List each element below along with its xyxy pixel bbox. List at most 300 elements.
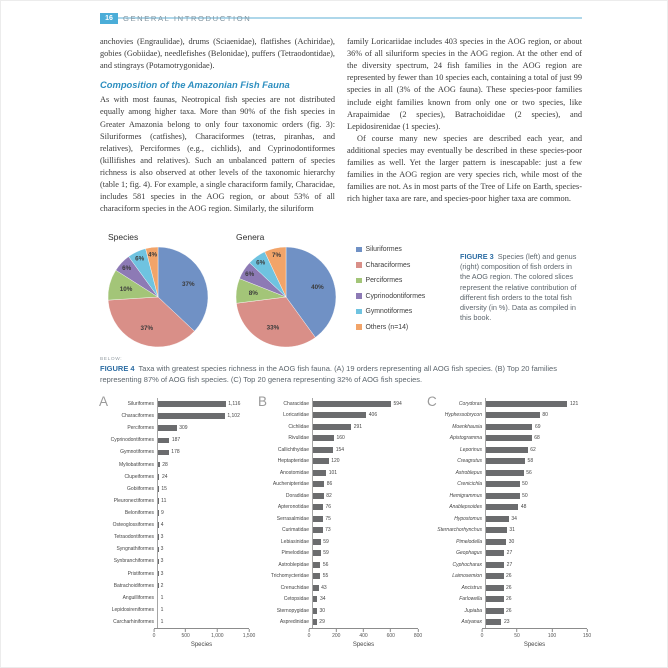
bar-value-label: 3 [160, 558, 164, 565]
bar-track [312, 467, 418, 479]
panel-letter-a: A [99, 394, 109, 409]
bar-value-label: 56 [322, 561, 329, 568]
bar-row [97, 616, 249, 628]
bar-row [97, 604, 249, 616]
bar-track [157, 398, 249, 410]
bar-category-label: Serrasalmidae [276, 515, 309, 522]
bar-track [485, 490, 587, 502]
bar [486, 493, 520, 499]
bar-row [425, 582, 587, 594]
bar [486, 424, 532, 430]
bar-category-label: Crenicichla [457, 481, 482, 488]
bar-value-label: 75 [325, 515, 331, 522]
bar-track [312, 513, 418, 525]
bar-value-label: 1,116 [228, 401, 241, 408]
bar-value-label: 76 [325, 504, 332, 511]
paragraph: Of course many new species are described each year, and additional species may eventually be described in these species-poor families as well. Yet the larger pattern is inescapable: just a few families in the AOG region are very species rich, while most of the families are not. As in most parts of the Tree of Life on Earth, species-rich higher taxa are rare, and species-poor higher taxa are common. [347, 133, 582, 204]
axis-tick [514, 629, 520, 639]
bar-chart-families [256, 394, 423, 648]
axis-tick-mark [309, 629, 310, 632]
bar-row [256, 479, 418, 491]
pie-chart-svg [234, 245, 338, 349]
bar [158, 462, 160, 468]
axis-tick-mark [551, 629, 552, 632]
bar-row [425, 479, 587, 491]
bar-track [157, 495, 249, 507]
body-columns [100, 36, 582, 215]
bar-value-label: 3 [160, 546, 164, 553]
bar-track [157, 592, 249, 604]
bar-value-label: 73 [325, 527, 331, 534]
bar-row [425, 525, 587, 537]
bar-row [97, 398, 249, 410]
axis-tick-label: 50 [514, 632, 520, 639]
bar-row [256, 410, 418, 422]
bar-category-label: Anguilliformes [122, 594, 154, 601]
species-pie-chart [106, 245, 210, 349]
paragraph-continuation: anchovies (Engraulidae), drums (Sciaenidae), flatfishes (Achiridae), gobies (Gobiidae), needlefishes (Belonidae), puffers (Tetraodontidae), and stingrays (Potamotrygonidae). [100, 37, 335, 71]
bar-category-label: Crenuchidae [280, 584, 309, 591]
legend-item [356, 246, 450, 253]
bar [486, 608, 504, 614]
bar-category-label: Cyphocharax [452, 561, 482, 568]
bar-row [425, 605, 587, 617]
axis-tick-label: 800 [413, 632, 423, 639]
bar-row [425, 456, 587, 468]
bar [486, 516, 509, 522]
bar-row [97, 410, 249, 422]
axis-tick-label: 200 [332, 632, 341, 639]
bar-row [256, 559, 418, 571]
bar-value-label: 62 [530, 446, 536, 453]
bar-row [425, 548, 587, 560]
bar-value-label: 26 [506, 573, 512, 580]
bar-value-label: 27 [506, 561, 513, 568]
bar [158, 486, 159, 492]
axis-tick-mark [516, 629, 517, 632]
bar-track [312, 490, 418, 502]
pie-percent-label: 37% [181, 281, 195, 289]
legend-label: Characiformes [365, 261, 411, 269]
bar-category-label: Jupiaba [464, 607, 482, 614]
bar [486, 562, 504, 568]
bar-track [312, 548, 418, 560]
bar-track [157, 616, 249, 628]
bar [313, 550, 321, 556]
pie-legend [356, 232, 450, 349]
bar-track [312, 421, 418, 433]
bar-category-label: Lepidosireniformes [111, 606, 154, 613]
legend-swatch [356, 293, 362, 299]
figure4-caption [100, 357, 582, 386]
bar-value-label: 4 [160, 522, 164, 529]
bar [486, 585, 504, 591]
axis-tick-label: 0 [307, 632, 311, 639]
bar-track [485, 398, 587, 410]
bar-row [256, 421, 418, 433]
bar-value-label: 43 [321, 584, 327, 591]
bar [313, 539, 321, 545]
bar [158, 474, 159, 480]
axis-tick [153, 629, 156, 639]
bar-track [485, 548, 587, 560]
legend-item [356, 277, 450, 284]
bar-category-label: Leporinus [460, 446, 482, 453]
bar-track [485, 433, 587, 445]
bar-track [157, 531, 249, 543]
genera-pie-block [228, 232, 346, 349]
pie-percent-label: 40% [311, 284, 324, 291]
section-heading: Composition of the Amazonian Fish Fauna [100, 79, 290, 91]
bar [486, 412, 540, 418]
pie-title-genera: Genera [236, 232, 265, 242]
axis-tick [181, 629, 189, 639]
bar-value-label: 31 [509, 527, 515, 534]
axis-tick-mark [363, 629, 364, 632]
bar-value-label: 34 [319, 596, 326, 603]
bar-track [312, 536, 418, 548]
legend-swatch [356, 262, 362, 268]
bar-row [256, 571, 418, 583]
bar-category-label: Pimelodidae [281, 550, 309, 557]
bar-track [485, 467, 587, 479]
bar-category-label: Apistogramma [449, 435, 482, 442]
bar-track [485, 502, 587, 514]
bar-track [485, 559, 587, 571]
bar-track [312, 456, 418, 468]
bar-row [256, 444, 418, 456]
bar-category-label: Gobiiformes [127, 485, 154, 492]
left-column [100, 36, 335, 215]
bar-row [425, 433, 587, 445]
bar-category-label: Syngnathiformes [116, 546, 154, 553]
x-axis-label: Species [352, 642, 375, 648]
bar-category-label: Characidae [283, 400, 309, 407]
bar-track [157, 483, 249, 495]
x-axis-label: Species [523, 642, 546, 648]
panel-letter-b: B [258, 394, 268, 409]
bar [486, 596, 504, 602]
bar-category-label: Sternarchorhynchus [437, 527, 482, 534]
bar-value-label: 55 [322, 573, 329, 580]
page-header [100, 13, 582, 29]
bar-row [256, 525, 418, 537]
legend-swatch [356, 247, 362, 253]
bar [313, 435, 334, 441]
bar-track [157, 434, 249, 446]
bar-track [312, 502, 418, 514]
bar-row [97, 519, 249, 531]
paragraph-continuation: family Loricariidae includes 403 species in the AOG region, or about 36% of all siluriform species in the AOG region. At the other end of the diversity spectrum, 24 fish families in the AOG region are represented by fewer than 10 species each, containing a total of just 99 species in all (3% of the AOG fauna). These species-poor families include eight families known from only one or two species, like Arapaimidae (2 species), Batrachoididae (2 species), and Lepidosirenidae (1 species). [347, 37, 582, 131]
bar-category-label: Beloniformes [124, 510, 154, 517]
axis-tick-label: 0 [152, 632, 156, 639]
axis-tick-mark [390, 629, 391, 632]
figure3-label: FIGURE 3 [460, 252, 494, 261]
bar-track [157, 543, 249, 555]
axis-tick-label: 1,000 [211, 632, 224, 639]
bar-category-label: Hypostomus [454, 515, 482, 522]
bar-row [425, 490, 587, 502]
bar-row [97, 555, 249, 567]
legend-swatch [356, 278, 362, 284]
bar-chart-genera [425, 394, 592, 648]
bar-row [97, 471, 249, 483]
bar-category-label: Batrachoidiformes [113, 582, 154, 589]
bar-row [97, 483, 249, 495]
x-axis [307, 628, 423, 640]
bar [313, 481, 324, 487]
bar-track [312, 559, 418, 571]
bar [486, 447, 528, 453]
bar-value-label: 594 [393, 400, 402, 407]
pie-percent-label: 7% [272, 252, 282, 260]
bar-value-label: 86 [326, 481, 333, 488]
bar-category-label: Farlowella [459, 596, 482, 603]
bar-category-label: Rivulidae [288, 435, 309, 442]
axis-tick-label: 150 [582, 632, 592, 639]
bar-category-label: Loricariidae [283, 412, 309, 419]
bar-value-label: 30 [508, 538, 515, 545]
axis-tick-label: 1,500 [242, 632, 256, 639]
bar [158, 510, 159, 516]
bar-value-label: 3 [160, 534, 164, 541]
bar-category-label: Apteronotidae [277, 504, 309, 511]
bar-track [157, 507, 249, 519]
bar-row [256, 605, 418, 617]
bar [486, 458, 525, 464]
bar-track [485, 479, 587, 491]
bar-row [256, 398, 418, 410]
bar-track [485, 582, 587, 594]
bar-category-label: Siluriformes [127, 401, 154, 408]
bar-track [157, 604, 249, 616]
bar-track [312, 444, 418, 456]
bar-row [256, 513, 418, 525]
bar-track [312, 398, 418, 410]
axis-tick [332, 629, 340, 639]
bar [313, 573, 320, 579]
bar-category-label: Synbranchiformes [113, 558, 154, 565]
figure4-caption-text: Taxa with greatest species richness in the AOG fish fauna. (A) 19 orders representing all AOG fish species. (B) Top 20 families representing 87% of AOG fish species. (C) Top 20 genera representing 32% of AOG fish species. [100, 364, 557, 385]
pie-percent-label: 8% [248, 290, 258, 298]
bar-track [157, 519, 249, 531]
bar-track [485, 421, 587, 433]
bar-category-label: Heptapteridae [277, 458, 309, 465]
bar-category-label: Creagrutus [457, 458, 482, 465]
legend-label: Siluriformes [365, 246, 402, 253]
bar-value-label: 15 [161, 485, 167, 492]
axis-tick-mark [217, 629, 218, 632]
pie-percent-label: 6% [256, 259, 266, 267]
bar-track [157, 471, 249, 483]
figure4-charts [97, 394, 592, 649]
bar-category-label: Cichlidae [288, 423, 309, 430]
bar-track [485, 513, 587, 525]
legend-item [356, 293, 450, 300]
running-head: GENERAL INTRODUCTION [123, 14, 252, 23]
axis-tick [583, 629, 591, 639]
bar-track [485, 617, 587, 629]
genera-pie-chart [234, 245, 338, 349]
bar-row [256, 433, 418, 445]
figure3-caption [460, 232, 582, 349]
bar-row [425, 513, 587, 525]
axis-tick-mark [248, 629, 249, 632]
axis-tick [387, 629, 395, 639]
pie-percent-label: 4% [148, 251, 158, 259]
bar-value-label: 1,102 [227, 413, 240, 420]
axis-tick-label: 600 [386, 632, 395, 639]
bar-value-label: 2 [160, 582, 164, 589]
bar-row [97, 434, 249, 446]
panel-letter-c: C [427, 394, 437, 409]
bar-value-label: 48 [520, 504, 527, 511]
bar-category-label: Lebiasinidae [280, 538, 309, 545]
bar-row [256, 582, 418, 594]
bar-row [97, 580, 249, 592]
bar-value-label: 160 [336, 435, 345, 442]
bar-value-label: 26 [506, 584, 512, 591]
axis-tick-label: 400 [359, 632, 368, 639]
bar-row [256, 502, 418, 514]
bar-row [97, 422, 249, 434]
bar-value-label: 1 [160, 619, 164, 626]
bar-track [485, 594, 587, 606]
bar-track [157, 410, 249, 422]
bar-value-label: 24 [161, 473, 168, 480]
bar-value-label: 121 [569, 400, 579, 407]
bar-track [312, 605, 418, 617]
bar-row [97, 446, 249, 458]
axis-tick-mark [482, 629, 483, 632]
bar-track [312, 479, 418, 491]
bar-value-label: 309 [179, 425, 188, 432]
bar-value-label: 406 [368, 412, 378, 419]
bar-category-label: Anablepsoides [449, 504, 482, 511]
legend-label: Cyprinodontiformes [365, 292, 426, 300]
axis-tick [359, 629, 367, 639]
pie-percent-label: 33% [266, 324, 280, 332]
bar-category-label: Ancistrus [461, 584, 482, 591]
bar-category-label: Hemigrammus [449, 492, 482, 499]
bar-row [97, 568, 249, 580]
bar-track [312, 582, 418, 594]
bar-row [97, 592, 249, 604]
bar-row [425, 617, 587, 629]
pie-percent-label: 6% [122, 264, 132, 272]
figure4-caption-line [100, 363, 582, 386]
bar-category-label: Laimosemion [452, 573, 482, 580]
bar [313, 562, 320, 568]
axis-tick [211, 629, 224, 639]
x-axis [480, 628, 592, 640]
legend-item [356, 308, 450, 315]
bar [313, 619, 317, 625]
bar-value-label: 187 [171, 437, 181, 444]
bar [486, 550, 504, 556]
axis-tick [548, 629, 556, 639]
bar-value-label: 34 [511, 515, 517, 522]
bar-value-label: 291 [353, 423, 363, 430]
axis-tick [481, 629, 484, 639]
bar [158, 438, 169, 444]
bar-row [425, 559, 587, 571]
legend-label: Gymnotiformes [365, 308, 413, 315]
bar [158, 498, 159, 504]
bar-value-label: 11 [161, 497, 167, 504]
axis-tick [308, 629, 311, 639]
bar-value-label: 50 [522, 492, 528, 499]
bar-category-label: Corydoras [458, 400, 482, 407]
bar-row [97, 507, 249, 519]
paragraph: As with most faunas, Neotropical fish species are not distributed equally among higher taxa. More than 90% of the fish species in Greater Amazonia belong to only four taxonomic orders (fig. 3): Siluriformes (catfishes), Characiformes (tetras, piranhas, and relatives), Perciformes (e.g., cichlids), and Cyprinodontiformes (killifishes and relatives). Such an unbalanced pattern of species richness is also observed at other levels of the taxonomic hierarchy (table 1; fig. 4). For example, a single characiform family, Characidae, includes 581 species in the AOG region, or about 53% of all characiform species in the AOG region. Similarly, the siluriform [100, 95, 335, 214]
bar-track [485, 605, 587, 617]
bar-track [157, 580, 249, 592]
page-number-badge: 16 [100, 13, 118, 24]
bar-category-label: Tetraodontiformes [113, 534, 154, 541]
bar-track [485, 571, 587, 583]
bar-row [256, 536, 418, 548]
bar [313, 527, 323, 533]
bar [158, 450, 169, 456]
bar-category-label: Hyphessobrycon [444, 412, 482, 419]
bar-value-label: 1 [160, 594, 164, 601]
bar-category-label: Pimelodella [456, 538, 482, 545]
bar-row [97, 543, 249, 555]
pie-percent-label: 6% [135, 255, 145, 263]
figure3-caption-text: Species (left) and genus (right) composition of fish orders in the AOG region. The colored slices represent the relative contribution of different fish orders to the total fish diversity (in %). Data as compiled in this book. [460, 252, 577, 323]
bar-category-label: Pristiformes [127, 570, 154, 577]
bar-value-label: 1 [160, 606, 164, 613]
bar-track [312, 410, 418, 422]
bar-row [425, 502, 587, 514]
bar-chart-orders [97, 394, 256, 649]
bar-track [312, 525, 418, 537]
axis-tick-mark [336, 629, 337, 632]
legend-label: Perciformes [365, 277, 403, 284]
bar [158, 425, 177, 431]
species-pie-block [100, 232, 218, 349]
bar-value-label: 26 [506, 607, 512, 614]
figure4-label: FIGURE 4 [100, 364, 135, 373]
axis-tick-label: 500 [181, 632, 190, 639]
bar-row [256, 490, 418, 502]
bar [486, 435, 532, 441]
bar-track [485, 525, 587, 537]
bar-value-label: 29 [319, 619, 325, 626]
bar [158, 413, 225, 419]
bar [313, 458, 329, 464]
bar-value-label: 3 [160, 570, 164, 577]
axis-tick-mark [418, 629, 419, 632]
pie-title-species: Species [108, 232, 139, 242]
bar-value-label: 30 [319, 607, 325, 614]
bar [313, 504, 323, 510]
bar [313, 596, 317, 602]
bar-row [97, 459, 249, 471]
bar-row [256, 467, 418, 479]
axis-tick-mark [185, 629, 186, 632]
bar-value-label: 178 [171, 449, 180, 456]
bar-value-label: 101 [328, 469, 338, 476]
legend-swatch [356, 309, 362, 315]
bar-value-label: 69 [534, 423, 541, 430]
bar-row [425, 467, 587, 479]
pie-chart-svg [106, 245, 210, 349]
bar-track [312, 617, 418, 629]
bar-category-label: Auchenipteridae [272, 481, 309, 488]
x-axis [152, 628, 256, 640]
